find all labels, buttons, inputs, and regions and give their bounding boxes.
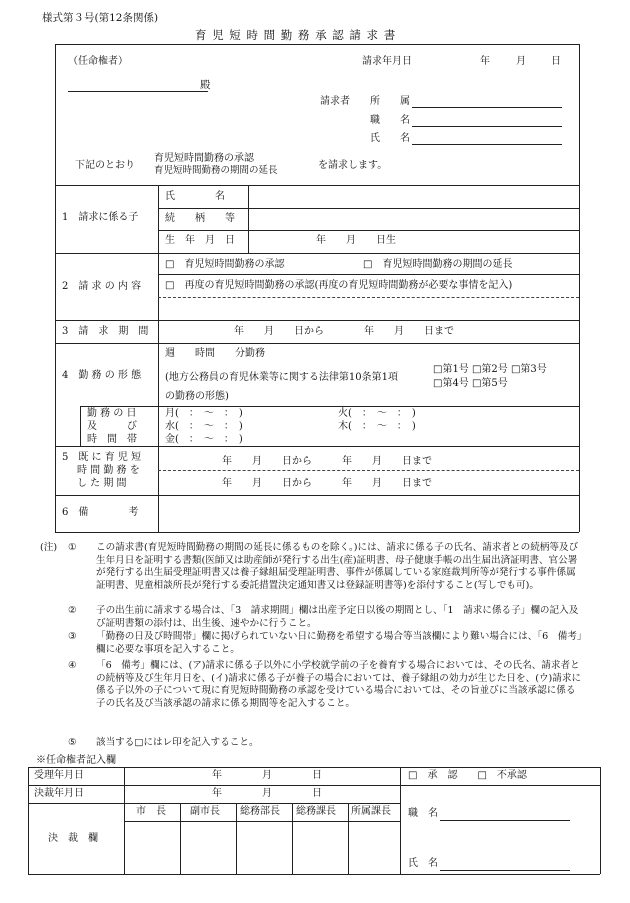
note-3-text: 「勤務の日及び時間帯」欄に掲げられていない日に勤務を希望する場合等当該欄により難い場合には、「6 備考」欄に必要な事項を記入すること。 [96,631,582,655]
note-2-text: 子の出生前に請求する場合は、「3 請求期間」欄は出産予定日以後の期間とし、「1 請求に係る子」欄の記入及び証明書類の添付は、出生後、速やかに行うこと。 [96,605,579,629]
following-text: 下記のとおり [75,160,135,171]
approver-name-label: 氏 名 [408,858,438,869]
approver-post-field[interactable] [440,820,570,821]
year-label: 年 [480,56,490,67]
role-section-manager: 所属課長 [351,806,391,817]
note-4-number: ④ [68,660,77,671]
role-general-affairs-director: 総務部長 [240,806,280,817]
notes-prefix: (注) [40,542,58,553]
approver-name-field[interactable] [440,870,570,871]
opt-again[interactable]: □ 再度の育児短時間勤務の承認(再度の育児短時間勤務が必要な事情を記入) [165,280,513,291]
sched-thu[interactable]: 木( ： 〜 ： ) [338,421,416,432]
child-relation-label: 続 柄 等 [165,213,235,224]
option-extension-text: 育児短時間勤務の期間の延長 [154,165,278,176]
opt-extension[interactable]: □ 育児短時間勤務の期間の延長 [363,259,513,270]
note-1-number: ① [68,542,77,553]
received-date-label: 受理年月日 [34,770,84,781]
option-approval-text: 育児短時間勤務の承認 [154,153,254,164]
sched-wed[interactable]: 水( ： 〜 ： ) [165,421,243,432]
sec5-period-2: 年 月 日から 年 月 日まで [222,478,432,489]
weekly-hours: 週 時間 分勤務 [165,348,265,359]
note-3-number: ③ [68,631,77,642]
work-form-end: の勤務の形態) [165,391,229,402]
appointer-name-field[interactable] [68,91,208,92]
sec4-label: 4 勤 務 の 形 態 [62,370,142,381]
form-title: 育 児 短 時 間 勤 務 承 認 請 求 書 [195,28,397,42]
requester-label: 請求者 [320,96,350,107]
sec5-period-1: 年 月 日から 年 月 日まで [222,456,432,467]
note-5 [68,737,583,750]
child-birth-value: 年 月 日生 [316,235,396,246]
role-deputy-mayor: 副市長 [190,806,220,817]
month-label: 月 [516,56,526,67]
honorific: 殿 [200,79,211,91]
sec6-label: 6 備 考 [62,507,139,518]
note-2 [68,605,583,630]
sched-fri[interactable]: 金( ： 〜 ： ) [165,434,243,445]
opt-approval[interactable]: □ 育児短時間勤務の承認 [165,259,285,270]
received-date-value: 年 月 日 [212,770,322,781]
decision-label: 決 裁 欄 [48,833,98,844]
sched-mon[interactable]: 月( ： 〜 ： ) [165,408,243,419]
name-field[interactable] [412,144,562,145]
sec3-label: 3 請 求 期 間 [62,326,149,337]
dept-label: 所 属 [370,96,410,107]
dept-field[interactable] [412,107,562,108]
form-number: 様式第３号(第12条関係) [42,12,159,24]
sec5-label-1: 5 既 に 育 児 短 [62,452,142,463]
note-3 [68,631,583,656]
note-5-text: 該当する□にはレ印を記入すること。 [96,737,259,748]
role-mayor: 市 長 [136,806,166,817]
note-2-number: ② [68,605,77,616]
child-birth-label: 生 年 月 日 [165,235,235,246]
note-1 [68,542,583,592]
day-label: 日 [551,56,561,67]
note-4-text: 「6 備考」欄には、(ア)請求に係る子以外に小学校就学前の子を養育する場合においては、その氏名、請求者との続柄等及び生年月日を、(イ)請求に係る子が養子の場合においては、養子縁組の効力が生じた日を、(ウ)請求に係る子以外の子について現に育児短時間勤務の承認を受けている場合においては、その旨並びに当該承認に係る子の氏名及び当該承認の請求に係る期間等を記入すること。 [96,660,582,709]
child-name-label: 氏 名 [165,191,225,202]
appointer-label: （任命権者） [68,56,128,67]
sched-tue[interactable]: 火( ： 〜 ： ) [338,408,416,419]
note-5-number: ⑤ [68,737,77,748]
work-type-b[interactable]: □第4号 □第5号 [433,378,508,389]
appointer-section-heading: ※任命権者記入欄 [36,755,116,766]
post-label: 職 名 [370,115,410,126]
sched-label-3: 時 間 帯 [87,434,137,445]
sched-label-2: 及 び [87,421,137,432]
name-label: 氏 名 [370,133,410,144]
approval-checkboxes[interactable]: □ 承 認 □ 不承認 [408,770,527,781]
law-reference: (地方公務員の育児休業等に関する法律第10条第1項 [165,372,398,383]
sec2-label: 2 請 求 の 内 容 [62,281,142,292]
sec5-label-3: し た 期 間 [77,478,127,489]
post-field[interactable] [412,126,562,127]
decided-date-label: 決裁年月日 [34,788,84,799]
sec3-period: 年 月 日から 年 月 日まで [234,326,454,337]
sec5-label-2: 時 間 勤 務 を [77,465,140,476]
work-type-a[interactable]: □第1号 □第2号 □第3号 [433,364,547,375]
sched-label-1: 勤 務 の 日 [87,408,137,419]
role-general-affairs-manager: 総務課長 [296,806,336,817]
request-date-label: 請求年月日 [362,56,412,67]
decided-date-value: 年 月 日 [212,788,322,799]
approver-post-label: 職 名 [408,808,438,819]
note-1-text: この請求書(育児短時間勤務の期間の延長に係るものを除く。)には、請求に係る子の氏名、請求者との続柄等及び生年月日を証明する書類(医師又は助産師が発行する出生(産)証明書、母子健康手帳の出生届出済証明書、官公署が発行する出生届受理証明書又は養子縁組届受理証明書、事件が係属している家庭裁判所等が発行する事件係属証明書、児童相談所長が発行する委託措置決定通知書又は登録証明書等)を添付すること(写しでも可)。 [96,542,579,591]
note-4 [68,660,583,710]
sec1-label: 1 請求に係る子 [62,212,139,223]
request-text: を請求します。 [318,160,388,171]
